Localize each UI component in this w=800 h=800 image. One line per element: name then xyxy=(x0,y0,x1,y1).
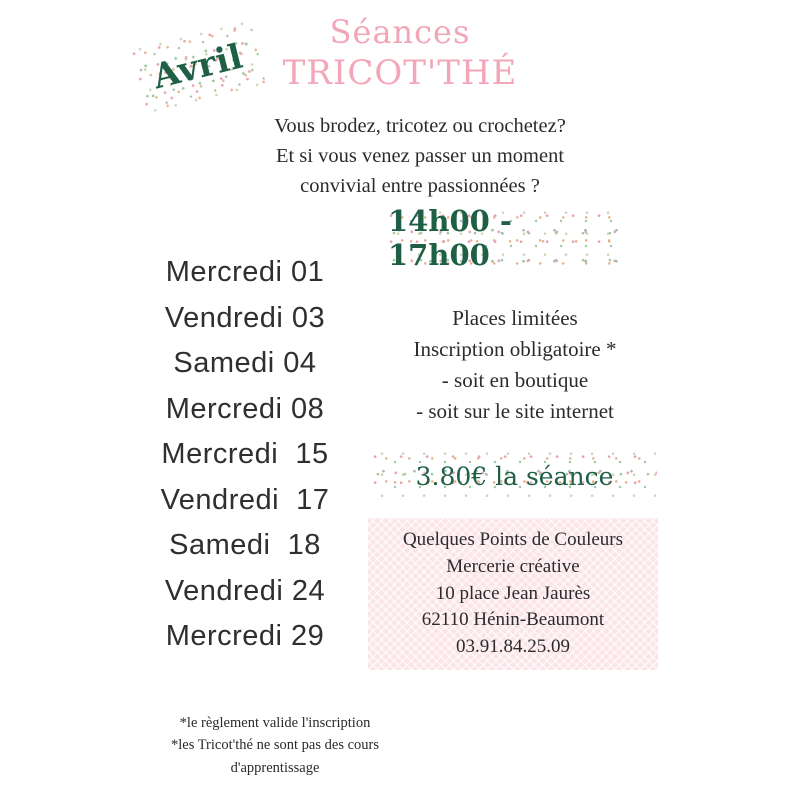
intro-paragraph xyxy=(200,112,640,202)
title-line-1: Séances xyxy=(329,13,471,51)
intro-line: convivial entre passionnées ? xyxy=(300,174,540,197)
list-item: Vendredi 17 xyxy=(160,483,330,516)
poster-title xyxy=(0,14,800,94)
footnote-line: d'apprentissage xyxy=(230,759,320,776)
info-line: Inscription obligatoire * xyxy=(413,337,617,362)
list-item: Samedi 04 xyxy=(173,347,317,380)
footnote-line: *le règlement valide l'inscription xyxy=(179,715,371,731)
address-card xyxy=(368,518,658,670)
list-item: Mercredi 01 xyxy=(165,256,325,288)
list-item: Mercredi 15 xyxy=(161,438,329,471)
info-line: - soit sur le site internet xyxy=(416,399,614,424)
month-label: Avril xyxy=(148,36,247,98)
list-item: Vendredi 24 xyxy=(164,574,326,607)
dates-list xyxy=(130,250,360,660)
address-city: 62110 Hénin-Beaumont xyxy=(421,609,605,631)
footnotes xyxy=(110,712,440,779)
info-line: Places limitées xyxy=(452,306,578,330)
shop-subtitle: Mercerie créative xyxy=(446,555,580,577)
registration-info xyxy=(370,303,660,427)
title-line-2: TRICOT'THÉ xyxy=(282,52,518,93)
intro-line: Et si vous venez passer un moment xyxy=(275,144,565,167)
phone-number: 03.91.84.25.09 xyxy=(456,636,570,658)
hours-label: 14h00 - 17h00 xyxy=(388,204,512,272)
address-street: 10 place Jean Jaurès xyxy=(435,582,591,604)
shop-name: Quelques Points de Couleurs xyxy=(402,528,624,550)
hours-highlight xyxy=(388,204,622,272)
footnote-line: *les Tricot'thé ne sont pas des cours xyxy=(170,737,379,754)
intro-line: Vous brodez, tricotez ou crochetez? xyxy=(274,115,566,137)
list-item: Mercredi 29 xyxy=(165,620,325,653)
price-highlight xyxy=(372,452,657,500)
list-item: Vendredi 03 xyxy=(164,301,326,334)
info-line: - soit en boutique xyxy=(441,368,589,393)
list-item: Samedi 18 xyxy=(169,529,321,562)
price-label: 3.80€ la séance xyxy=(415,461,614,491)
list-item: Mercredi 08 xyxy=(165,392,325,425)
